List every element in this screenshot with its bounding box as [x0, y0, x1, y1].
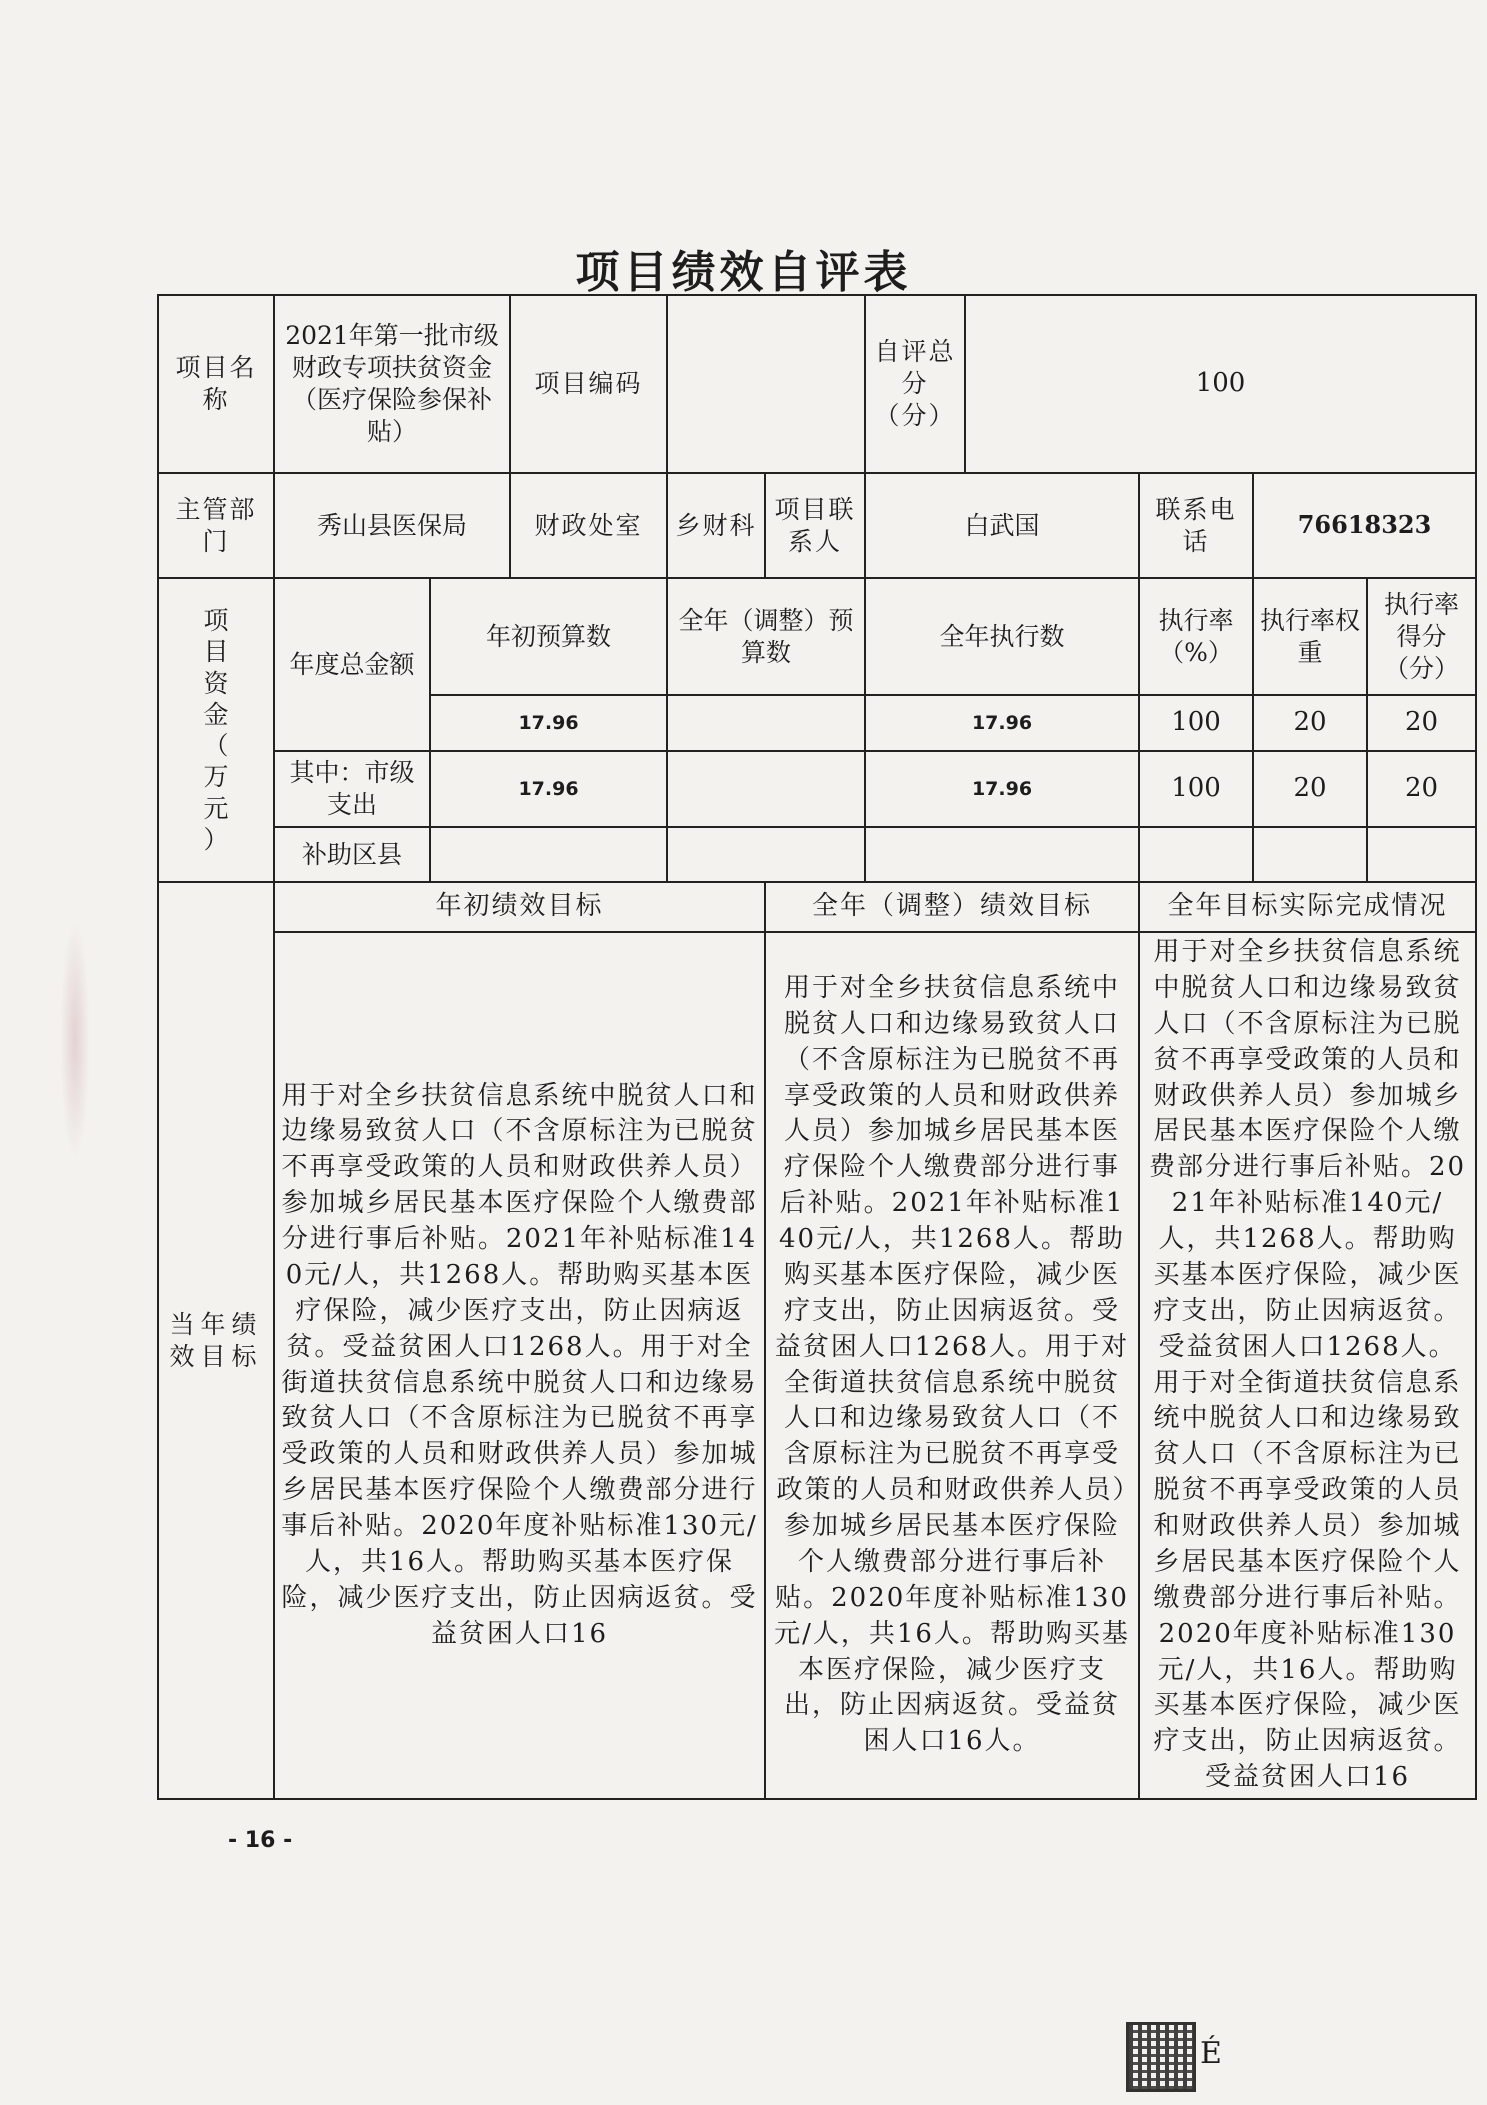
phone-label: 联系电话: [1139, 473, 1253, 578]
total-initial: 17.96: [430, 695, 667, 751]
city-weight: 20: [1253, 751, 1367, 827]
scan-smudge: [60, 920, 90, 1160]
total-rate: 100: [1139, 695, 1253, 751]
dept-value: 秀山县医保局: [274, 473, 510, 578]
city-initial: 17.96: [430, 751, 667, 827]
city-score: 20: [1367, 751, 1476, 827]
actual-goal-header: 全年目标实际完成情况: [1139, 882, 1476, 932]
self-score-value: 100: [965, 295, 1476, 473]
city-executed: 17.96: [865, 751, 1139, 827]
goals-header-row: [158, 882, 1476, 932]
total-adjusted: [667, 695, 865, 751]
project-code-label: 项目编码: [510, 295, 667, 473]
rate-score-header: 执行率得分（分）: [1367, 578, 1476, 695]
project-name-label: 项目名称: [158, 295, 274, 473]
contact-label: 项目联系人: [765, 473, 865, 578]
finance-office-label: 财政处室: [510, 473, 667, 578]
county-weight: [1253, 827, 1367, 882]
adjusted-goal-header: 全年（调整）绩效目标: [765, 882, 1139, 932]
annual-total-header: 年度总金额: [274, 578, 430, 751]
county-score: [1367, 827, 1476, 882]
corner-mark: É: [1200, 2036, 1222, 2071]
self-evaluation-table: [157, 294, 1477, 1800]
funds-county-row: [158, 827, 1476, 882]
total-weight: 20: [1253, 695, 1367, 751]
initial-goal-text: 用于对全乡扶贫信息系统中脱贫人口和边缘易致贫人口（不含原标注为已脱贫不再享受政策的人员和财政供养人员）参加城乡居民基本医疗保险个人缴费部分进行事后补贴。2021年补贴标准140元/人，共1268人。帮助购买基本医疗保险，减少医疗支出，防止因病返贫。受益贫困人口1268人。用于对全街道扶贫信息系统中脱贫人口和边缘易致贫人口（不含原标注为已脱贫不再享受政策的人员和财政供养人员）参加城乡居民基本医疗保险个人缴费部分进行事后补贴。2020年度补贴标准130元/人，共16人。帮助购买基本医疗保险，减少医疗支出，防止因病返贫。受益贫困人口16: [274, 932, 765, 1799]
county-label: 补助区县: [274, 827, 430, 882]
city-adjusted: [667, 751, 865, 827]
city-rate: 100: [1139, 751, 1253, 827]
page-title: 项目绩效自评表: [575, 247, 912, 298]
finance-office-value: 乡财科: [667, 473, 765, 578]
goals-text-row: [158, 932, 1476, 1799]
department-row: [158, 473, 1476, 578]
self-score-label: 自评总分（分）: [865, 295, 965, 473]
executed-header: 全年执行数: [865, 578, 1139, 695]
total-score: 20: [1367, 695, 1476, 751]
adjusted-budget-header: 全年（调整）预算数: [667, 578, 865, 695]
funds-city-row: [158, 751, 1476, 827]
qr-code-icon: [1126, 2022, 1196, 2092]
actual-goal-text: 用于对全乡扶贫信息系统中脱贫人口和边缘易致贫人口（不含原标注为已脱贫不再享受政策的人员和财政供养人员）参加城乡居民基本医疗保险个人缴费部分进行事后补贴。2021年补贴标准140元/人，共1268人。帮助购买基本医疗保险，减少医疗支出，防止因病返贫。受益贫困人口1268人。用于对全街道扶贫信息系统中脱贫人口和边缘易致贫人口（不含原标注为已脱贫不再享受政策的人员和财政供养人员）参加城乡居民基本医疗保险个人缴费部分进行事后补贴。2020年度补贴标准130元/人，共16人。帮助购买基本医疗保险，减少医疗支出，防止因病返贫。受益贫困人口16: [1139, 932, 1476, 1799]
phone-value: 76618323: [1253, 473, 1476, 578]
weight-header: 执行率权重: [1253, 578, 1367, 695]
project-name-row: [158, 295, 1476, 473]
funds-header-row: [158, 578, 1476, 695]
contact-value: 白武国: [865, 473, 1139, 578]
county-initial: [430, 827, 667, 882]
city-label: 其中：市级支出: [274, 751, 430, 827]
initial-goal-header: 年初绩效目标: [274, 882, 765, 932]
dept-label: 主管部门: [158, 473, 274, 578]
funds-side-label: 项 目 资 金 （ 万 元 ）: [158, 578, 274, 882]
project-name-value: 2021年第一批市级财政专项扶贫资金（医疗保险参保补贴）: [274, 295, 510, 473]
initial-budget-header: 年初预算数: [430, 578, 667, 695]
page-number: - 16 -: [228, 1828, 293, 1853]
project-code-value: [667, 295, 865, 473]
county-executed: [865, 827, 1139, 882]
total-executed: 17.96: [865, 695, 1139, 751]
county-adjusted: [667, 827, 865, 882]
rate-header: 执行率（%）: [1139, 578, 1253, 695]
adjusted-goal-text: 用于对全乡扶贫信息系统中脱贫人口和边缘易致贫人口（不含原标注为已脱贫不再享受政策的人员和财政供养人员）参加城乡居民基本医疗保险个人缴费部分进行事后补贴。2021年补贴标准140元/人，共1268人。帮助购买基本医疗保险，减少医疗支出，防止因病返贫。受益贫困人口1268人。用于对全街道扶贫信息系统中脱贫人口和边缘易致贫人口（不含原标注为已脱贫不再享受政策的人员和财政供养人员）参加城乡居民基本医疗保险个人缴费部分进行事后补贴。2020年度补贴标准130元/人，共16人。帮助购买基本医疗保险，减少医疗支出，防止因病返贫。受益贫困人口16人。: [765, 932, 1139, 1799]
goals-side-label: 当年绩效目标: [158, 882, 274, 1799]
county-rate: [1139, 827, 1253, 882]
